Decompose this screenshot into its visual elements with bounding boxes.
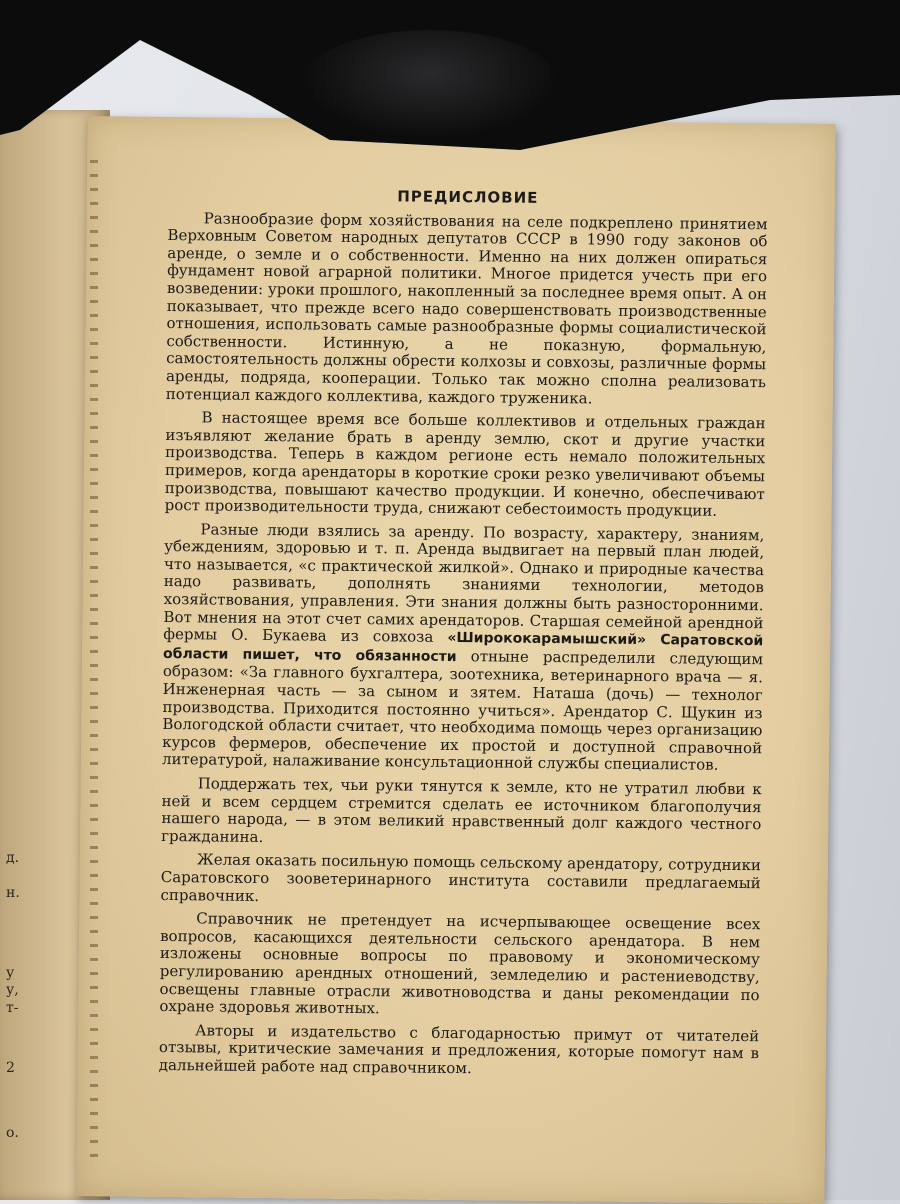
paragraph: Авторы и издательство с благодарностью примут от читателей отзывы, критические замечания и предложения, которые помогут нам в дальнейшей работе над справочником. [158,1021,760,1078]
paragraph-text: отныне распределили следующим образом: «За главного бухгалтера, зоотехника, ветеринарного врача — я. Инженерная часть — за сыном и зятем. Наташа (дочь) — технолог производства. Приходится постоянно учиться». Арендатор С. Щукин из Вологодской области считает, что необходима помощь через организацию курсов фермеров, обеспечение их простой и доступной справочной литературой, налаживание консультационной службы специалистов. [161,646,764,775]
left-page-fragment: т- [6,1000,19,1016]
paragraph: В настоящее время все больше коллективов и отдельных граждан изъявляют желание брать в аренду землю, скот и другие участки производства. Теперь в каждом регионе есть немало положительных примеров, когда арендаторы в короткие сроки резко увеличивают объемы производства, повышают качество продукции. И конечно, обеспечивают рост производительности труда, снижают себестоимость продукции. [164,408,766,520]
left-page-fragment: д. [6,850,20,866]
gloved-thumb [300,30,560,140]
page-title: ПРЕДИСЛОВИЕ [397,187,539,207]
paragraph-with-quote [162,521,765,776]
paragraph: Разнообразие форм хозяйствования на селе подкреплено принятием Верховным Советом народных депутатов СССР в 1990 году законов об аренде, о земле и о собственности. Именно на них должен опираться фундамент новой аграрной политики. Многое придется учесть при его возведении: уроки прошлого, накопленный за последнее время опыт. А он показывает, что прежде всего надо совершенствовать производственные отношения, использовать самые разнообразные формы социалистической собственности. Истинную, а не показную, формальную, самостоятельность должны обрести колхозы и совхозы, различные формы аренды, подряда, кооперации. Только так можно сполна реализовать потенциал каждого коллектива, каждого труженика. [165,208,768,407]
paragraph: Справочник не претендует на исчерпывающее освещение всех вопросов, касающихся деятельности сельского арендатора. В нем изложены основные вопросы по правовому и экономическому регулированию арендных отношений, земледелию и растениеводству, освещены главные отрасли животноводства и даны рекомендации по охране здоровья животных. [159,909,761,1018]
binding-stitches [90,160,98,1160]
left-page-fragment: 2 [6,1060,15,1076]
paragraph: Поддержать тех, чьи руки тянутся к земле, кто не утратил любви к ней и всем сердцем стремится сделать ее источником благополучия нашего народа, — в этом великий нравственный долг каждого честного гражданина. [161,774,762,846]
bold-text: «Ширококарамышский» Саратовской области пишет, что обязанности [163,630,764,665]
left-page-fragment: у, [6,982,19,998]
left-page-fragment: н. [6,885,20,901]
paragraph-text: Разные люди взялись за аренду. По возрасту, характеру, знаниям, убеждениям, здоровью и т. п. Аренда выдвигает на первый план людей, что называется, «с практической жилкой». Однако и природные качества надо развивать, дополнять знаниями технологии, методов хозяйствования, управления. Эти знания должны быть разносторонними. Вот мнения на этот счет самих арендаторов. Старшая семейной арендной фермы О. Букаева из совхоза [163,520,765,647]
paragraph: Желая оказать посильную помощь сельскому арендатору, сотрудники Саратовского зооветеринарного института составили предлагаемый справочник. [160,850,762,905]
left-page-fragment: о. [6,1125,19,1141]
page-text [159,186,768,1083]
left-page-fragment: у [6,965,15,981]
